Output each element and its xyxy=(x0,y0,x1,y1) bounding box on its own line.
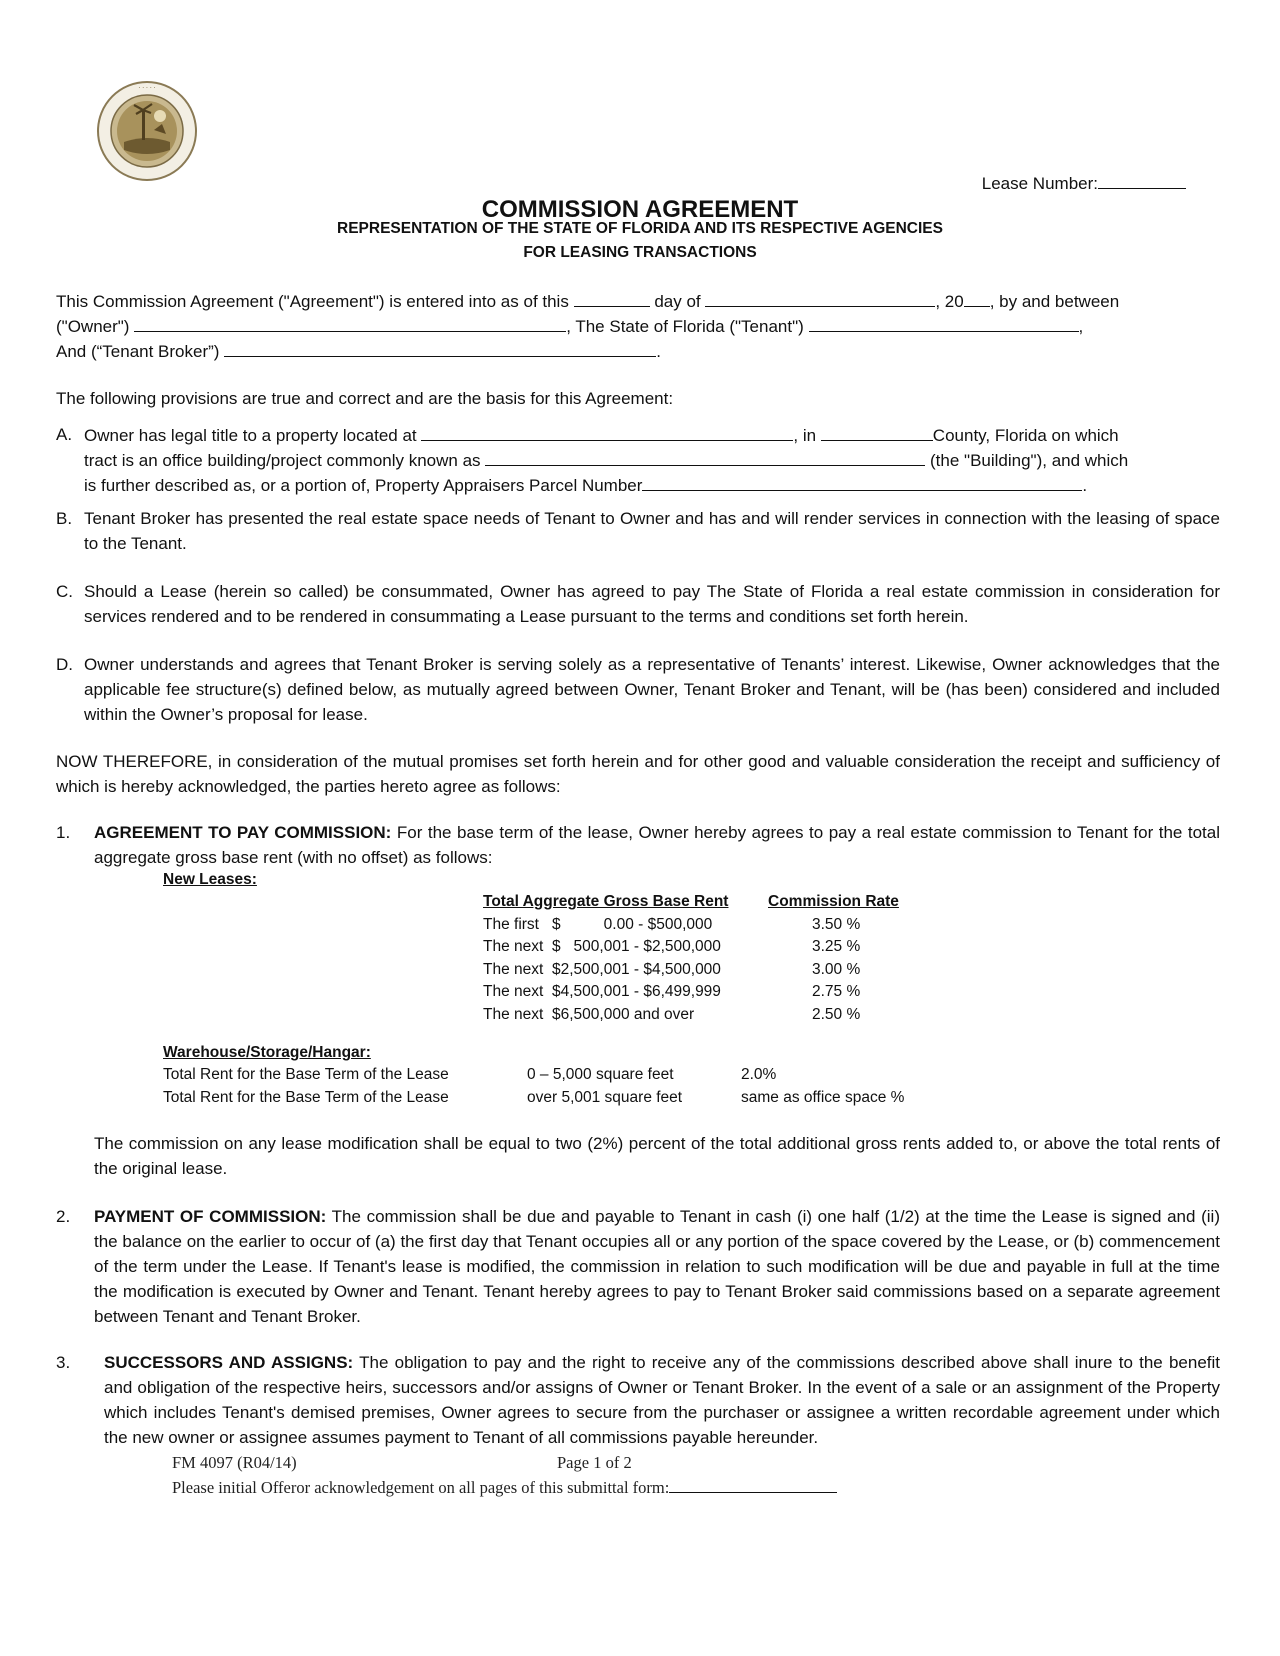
intro-text: , 20 xyxy=(935,292,964,311)
rent-tier-range: $ 500,001 - $2,500,000 xyxy=(552,938,721,955)
rent-tier-prefix: The next xyxy=(483,983,544,1000)
section-3-body: The obligation to pay and the right to receive any of the commissions described above shall inure to the benefit and obligation of the respective heirs, successors and/or assigns of Owner or Tenant Broker. In the event of a sale or an assignment of the Property which includes Tenant's demised premises, Owner agrees to secure from the purchaser or assignee a written recordable agreement under which the new owner or assignee assumes payment to Tenant of all commissions payable hereunder. xyxy=(104,1353,1221,1447)
provision-text: Owner has legal title to a property located at xyxy=(84,426,417,445)
property-location-blank[interactable] xyxy=(421,422,793,441)
lease-number-field xyxy=(982,170,1186,194)
section-2 xyxy=(56,1204,1220,1330)
provision-text: , in xyxy=(793,426,817,445)
section-2-body: The commission shall be due and payable to Tenant in cash (i) one half (1/2) at the time the Lease is signed and (ii) the balance on the earlier to occur of (a) the first day that Tenant occupies all or any portion of the space covered by the Lease, or (b) commencement of the term under the Lease. If Tenant's lease is modified, the commission in relation to such modification will be due and payable in full at the time the modification is executed by Owner and Tenant. Tenant hereby agrees to pay to Tenant Broker said commissions based on a separate agreement between Tenant and Tenant Broker. xyxy=(94,1207,1220,1326)
intro-line-3 xyxy=(56,338,661,364)
table-row xyxy=(483,1004,943,1027)
month-blank[interactable] xyxy=(705,288,935,307)
provision-marker: D. xyxy=(56,655,73,674)
section-1-body: For the base term of the lease, Owner hereby agrees to pay a real estate commission to Tenant for the total aggregate gross base rent (with no offset) as follows: xyxy=(94,823,1220,867)
year-blank[interactable] xyxy=(964,288,990,307)
provision-d-text: Owner understands and agrees that Tenant Broker is serving solely as a representative of Tenants’ interest. Likewise, Owner acknowledges that the applicable fee structure(s) defined below, as mutually agreed between Owner, Tenant Broker and Tenant, will be (has been) considered and included within the Owner’s proposal for lease. xyxy=(84,655,1220,724)
section-number: 2. xyxy=(56,1207,71,1226)
now-therefore-paragraph: NOW THEREFORE, in consideration of the mutual promises set forth herein and for other good and valuable consideration the receipt and sufficiency of which is hereby acknowledged, the parties hereto agree as follows: xyxy=(56,752,1220,796)
rent-tier-range: $4,500,001 - $6,499,999 xyxy=(552,983,721,1000)
intro-line-1 xyxy=(56,288,1119,314)
provision-a xyxy=(56,422,1220,497)
provision-marker: B. xyxy=(56,509,73,528)
warehouse-row xyxy=(163,1064,963,1087)
initial-note: Please initial Offeror acknowledgement on all pages of this submittal form: xyxy=(172,1478,670,1497)
column-header-rate: Commission Rate xyxy=(768,893,899,910)
provision-d xyxy=(56,652,1220,728)
intro-text: , The State of Florida ("Tenant") xyxy=(566,317,804,336)
warehouse-rate-cell: same as office space % xyxy=(741,1088,905,1106)
initial-acknowledgement xyxy=(172,1476,837,1498)
owner-blank[interactable] xyxy=(134,313,566,332)
rent-tier-range: $ 0.00 - $500,000 xyxy=(552,915,713,933)
provision-a-line-2 xyxy=(84,447,1128,473)
rent-tier-prefix: The next xyxy=(483,1005,544,1023)
section-1 xyxy=(56,820,1220,872)
provision-text: tract is an office building/project commonly known as xyxy=(84,451,481,470)
building-name-blank[interactable] xyxy=(485,447,925,466)
initials-blank[interactable] xyxy=(669,1476,837,1493)
provision-text: . xyxy=(1082,476,1088,495)
section-1-heading: AGREEMENT TO PAY COMMISSION: xyxy=(94,823,392,842)
table-row xyxy=(483,959,943,982)
commission-rate-cell: 3.00 % xyxy=(812,960,861,978)
rent-tier-range: $6,500,000 and over xyxy=(552,1005,695,1023)
intro-text: day of xyxy=(654,292,701,311)
rent-tier-range: $2,500,001 - $4,500,000 xyxy=(552,960,721,978)
provision-b-text: Tenant Broker has presented the real estate space needs of Tenant to Owner and has and will render services in connection with the leasing of space to the Tenant. xyxy=(84,509,1220,553)
warehouse-row xyxy=(163,1087,963,1110)
section-3-text xyxy=(104,1350,1220,1450)
commission-rate-cell: 2.75 % xyxy=(812,983,861,1000)
intro-text: This Commission Agreement ("Agreement") is entered into as of this xyxy=(56,292,569,311)
document-subtitle-line2: FOR LEASING TRANSACTIONS xyxy=(523,244,757,261)
florida-state-seal-icon xyxy=(96,80,198,182)
intro-text: And (“Tenant Broker”) xyxy=(56,342,220,361)
intro-text: , xyxy=(1078,317,1084,336)
parcel-number-blank[interactable] xyxy=(642,472,1082,491)
provisions-intro: The following provisions are true and correct and are the basis for this Agreement: xyxy=(56,389,674,408)
lease-number-label: Lease Number: xyxy=(981,174,1098,193)
modification-paragraph: The commission on any lease modification shall be equal to two (2%) percent of the total additional gross rents added to, or above the total rents of the original lease. xyxy=(94,1134,1220,1178)
section-3 xyxy=(56,1350,1220,1450)
rent-tier-prefix: The next xyxy=(483,960,544,978)
document-subtitle-line1: REPRESENTATION OF THE STATE OF FLORIDA AND ITS RESPECTIVE AGENCIES xyxy=(337,220,943,237)
rent-tier-prefix: The next xyxy=(483,938,544,955)
svg-text:· · · · ·: · · · · · xyxy=(138,85,156,92)
commission-rate-table xyxy=(483,891,943,1026)
provision-marker: C. xyxy=(56,582,73,601)
provision-c-text: Should a Lease (herein so called) be consummated, Owner has agreed to pay The State of Florida a real estate commission in consideration for services rendered and to be rendered in consummating a Lease pursuant to the terms and conditions set forth herein. xyxy=(84,582,1220,626)
section-number: 1. xyxy=(56,823,71,842)
table-row xyxy=(483,936,943,959)
county-blank[interactable] xyxy=(821,422,933,441)
warehouse-table xyxy=(163,1064,963,1109)
provision-text: County, Florida on which xyxy=(932,426,1119,445)
table-body xyxy=(483,914,943,1027)
commission-rate-cell: 3.25 % xyxy=(812,938,861,955)
section-number: 3. xyxy=(56,1353,71,1372)
lease-number-blank[interactable] xyxy=(1098,170,1186,189)
intro-line-2 xyxy=(56,313,1083,339)
commission-rate-cell: 2.50 % xyxy=(812,1005,861,1023)
warehouse-basis-cell: Total Rent for the Base Term of the Lease xyxy=(163,1066,449,1083)
table-header-row xyxy=(483,891,943,914)
intro-text: , by and between xyxy=(989,292,1120,311)
warehouse-label xyxy=(163,1042,371,1065)
provision-b xyxy=(56,506,1220,558)
column-header-rent: Total Aggregate Gross Base Rent xyxy=(483,893,729,910)
intro-text: . xyxy=(656,342,661,361)
provision-a-line-1 xyxy=(84,422,1119,448)
warehouse-size-cell: over 5,001 square feet xyxy=(527,1088,683,1106)
provision-marker: A. xyxy=(56,425,73,444)
day-blank[interactable] xyxy=(574,288,650,307)
provision-text: is further described as, or a portion of, Property Appraisers Parcel Number xyxy=(84,476,643,495)
rent-tier-prefix: The first xyxy=(483,915,539,933)
document-title: COMMISSION AGREEMENT xyxy=(481,196,799,223)
table-row xyxy=(483,914,943,937)
section-1-text xyxy=(94,820,1220,870)
page-number: Page 1 of 2 xyxy=(557,1453,632,1472)
tenant-blank[interactable] xyxy=(809,313,1079,332)
warehouse-heading: Warehouse/Storage/Hangar: xyxy=(163,1044,371,1061)
table-row xyxy=(483,981,943,1004)
warehouse-size-cell: 0 – 5,000 square feet xyxy=(527,1066,674,1083)
section-3-heading: SUCCESSORS AND ASSIGNS: xyxy=(104,1353,354,1372)
section-2-heading: PAYMENT OF COMMISSION: xyxy=(94,1207,327,1226)
new-leases-label xyxy=(163,869,257,892)
intro-text: ("Owner") xyxy=(56,317,130,336)
provision-text: (the "Building"), and which xyxy=(930,451,1129,470)
section-2-text xyxy=(94,1204,1220,1329)
warehouse-rate-cell: 2.0% xyxy=(741,1066,777,1083)
warehouse-basis-cell: Total Rent for the Base Term of the Lease xyxy=(163,1088,449,1106)
provision-c xyxy=(56,579,1220,631)
provision-a-line-3 xyxy=(84,472,1087,498)
new-leases-heading: New Leases: xyxy=(163,871,257,888)
commission-rate-cell: 3.50 % xyxy=(812,915,861,933)
form-id: FM 4097 (R04/14) xyxy=(172,1453,297,1472)
tenant-broker-blank[interactable] xyxy=(224,338,656,357)
